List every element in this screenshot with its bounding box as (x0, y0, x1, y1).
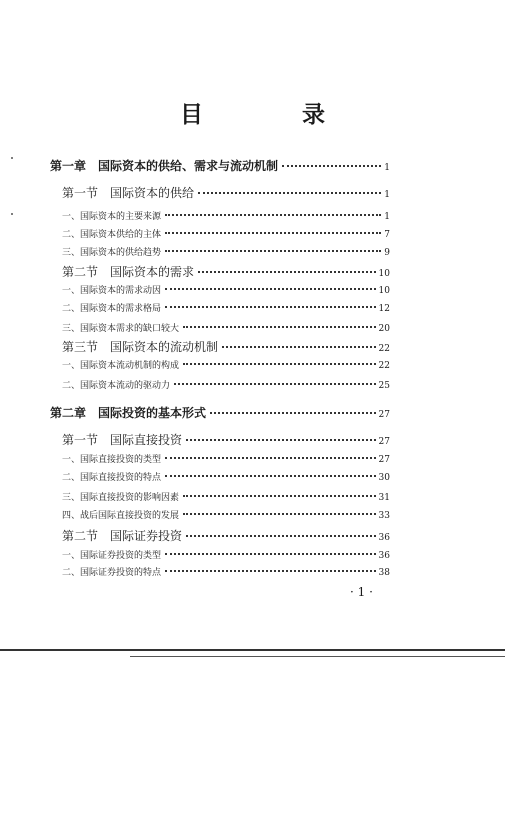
toc-item (50, 468, 390, 484)
toc-label: 二、国际证券投资的特点 (62, 568, 162, 578)
scan-speck (11, 213, 13, 215)
toc-item (50, 225, 390, 241)
toc-label: 二、国际资本的需求格局 (62, 304, 162, 314)
toc-page-number: 12 (378, 304, 390, 314)
toc-page-number: 1 (384, 190, 390, 200)
page-title: 目 录 (180, 101, 363, 128)
dot-leader (183, 488, 376, 497)
toc-label: 第一章 国际资本的供给、需求与流动机制 (50, 159, 279, 173)
dot-leader (165, 468, 376, 477)
toc-label: 第二节 国际证券投资 (62, 529, 183, 543)
dot-leader (210, 404, 376, 414)
toc-page-number: 36 (378, 551, 390, 561)
toc-label: 一、国际资本的需求动因 (62, 286, 162, 296)
toc-label: 第一节 国际直接投资 (62, 433, 183, 447)
dot-leader (165, 225, 381, 234)
toc-section (50, 263, 390, 279)
toc-page-number: 1 (384, 212, 390, 222)
scan-speck (11, 157, 13, 159)
toc-page-number: 33 (378, 511, 390, 521)
toc-page-number: 9 (384, 248, 390, 258)
page-number: · 1 · (350, 585, 373, 599)
toc-label: 第三节 国际资本的流动机制 (62, 340, 219, 354)
toc-item (50, 299, 390, 315)
toc-label: 一、国际资本的主要来源 (62, 212, 162, 222)
dot-leader (186, 431, 376, 441)
toc-label: 一、国际直接投资的类型 (62, 455, 162, 465)
toc-page-number: 25 (378, 381, 390, 391)
toc-label: 二、国际资本流动的驱动力 (62, 381, 171, 391)
dot-leader (165, 243, 381, 252)
toc-item (50, 376, 390, 392)
toc-label: 一、国际证券投资的类型 (62, 551, 162, 561)
toc-label: 第二章 国际投资的基本形式 (50, 406, 207, 420)
toc-label: 四、战后国际直接投资的发展 (62, 511, 180, 521)
toc-label: 三、国际直接投资的影响因素 (62, 493, 180, 503)
dot-leader (183, 319, 376, 328)
scan-edge-line (130, 656, 505, 657)
toc-page-number: 38 (378, 568, 390, 578)
toc-label: 二、国际直接投资的特点 (62, 473, 162, 483)
dot-leader (282, 157, 381, 167)
toc-page-number: 27 (378, 410, 390, 420)
toc-section (50, 338, 390, 354)
dot-leader (165, 563, 376, 572)
toc-page-number: 27 (378, 455, 390, 465)
toc-label: 第一节 国际资本的供给 (62, 186, 195, 200)
dot-leader (165, 299, 376, 308)
scan-edge-line (0, 649, 505, 651)
toc-chapter (50, 404, 390, 420)
dot-leader (165, 207, 381, 216)
dot-leader (165, 450, 376, 459)
toc-page-number: 36 (378, 533, 390, 543)
toc-label: 三、国际资本的供给趋势 (62, 248, 162, 258)
toc-page-number: 10 (378, 269, 390, 279)
toc-item (50, 488, 390, 504)
toc-item (50, 506, 390, 522)
toc-page-number: 7 (384, 230, 390, 240)
toc-label: 一、国际资本流动机制的构成 (62, 361, 180, 371)
toc-item (50, 207, 390, 223)
dot-leader (183, 356, 376, 365)
toc-item (50, 319, 390, 335)
toc-page-number: 27 (378, 437, 390, 447)
toc-page-number: 1 (384, 163, 390, 173)
dot-leader (198, 184, 381, 194)
toc-item (50, 281, 390, 297)
dot-leader (183, 506, 376, 515)
toc-item (50, 546, 390, 562)
toc-section (50, 184, 390, 200)
dot-leader (186, 527, 376, 537)
toc-chapter (50, 157, 390, 173)
toc-page-number: 22 (378, 361, 390, 371)
toc-item (50, 450, 390, 466)
dot-leader (198, 263, 376, 273)
dot-leader (222, 338, 376, 348)
toc-label: 三、国际资本需求的缺口较大 (62, 324, 180, 334)
toc-page-number: 22 (378, 344, 390, 354)
dot-leader (165, 281, 376, 290)
toc-section (50, 527, 390, 543)
toc-item (50, 563, 390, 579)
toc-item (50, 356, 390, 372)
toc-page-number: 10 (378, 286, 390, 296)
toc-page-number: 31 (378, 493, 390, 503)
toc-label: 二、国际资本供给的主体 (62, 230, 162, 240)
toc-page-number: 30 (378, 473, 390, 483)
dot-leader (165, 546, 376, 555)
toc-label: 第二节 国际资本的需求 (62, 265, 195, 279)
toc-page-number: 20 (378, 324, 390, 334)
toc-item (50, 243, 390, 259)
dot-leader (174, 376, 376, 385)
toc-section (50, 431, 390, 447)
